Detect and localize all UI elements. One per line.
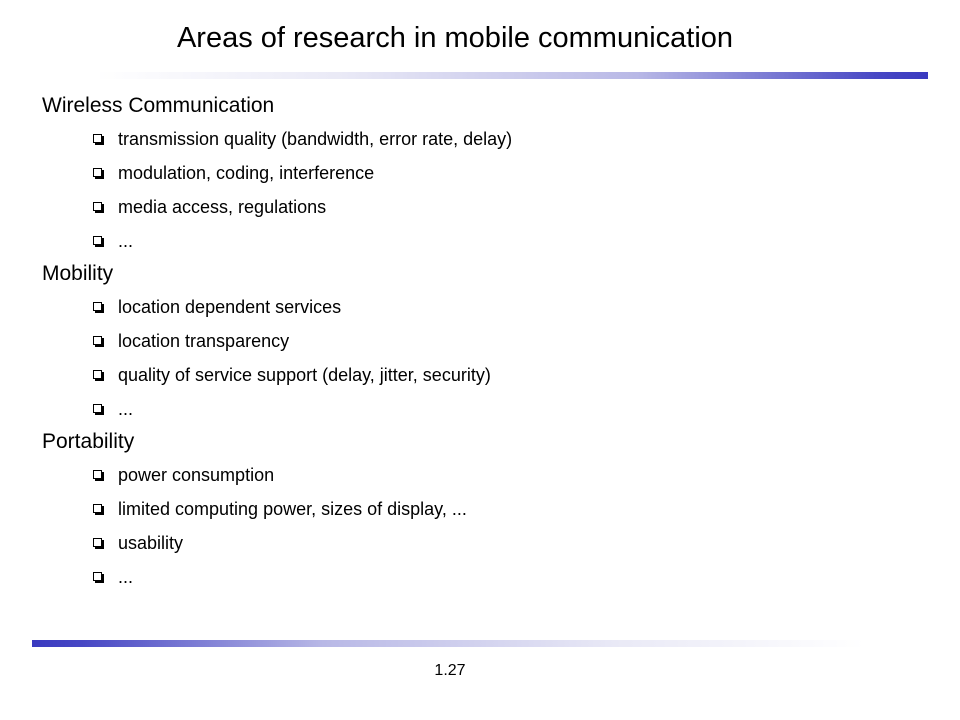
hollow-square-icon (93, 302, 102, 311)
list-item (42, 224, 922, 258)
slide-title: Areas of research in mobile communication (176, 22, 734, 54)
hollow-square-icon (93, 538, 102, 547)
hollow-square-icon (93, 404, 102, 413)
hollow-square-icon (93, 504, 102, 513)
list-item-text: quality of service support (delay, jitter, security) (118, 365, 491, 385)
hollow-square-icon (93, 134, 102, 143)
hollow-square-icon (93, 370, 102, 379)
hollow-square-icon (93, 572, 102, 581)
list-item (42, 526, 922, 560)
list-item (42, 156, 922, 190)
footer-divider (32, 640, 864, 647)
section-heading: Portability (42, 430, 135, 453)
page-number: 1.27 (434, 662, 466, 679)
section-portability (42, 426, 922, 594)
list-item-text: ... (118, 567, 134, 587)
hollow-square-icon (93, 470, 102, 479)
list-item-text: limited computing power, sizes of display, ... (118, 499, 467, 519)
hollow-square-icon (93, 336, 102, 345)
section-heading: Mobility (42, 262, 114, 285)
list-item-text: power consumption (118, 465, 275, 485)
list-item-text: media access, regulations (118, 197, 327, 217)
section-mobility (42, 258, 922, 426)
list-item (42, 392, 922, 426)
list-item (42, 190, 922, 224)
list-item-text: usability (118, 533, 184, 553)
list-item-text: modulation, coding, interference (118, 163, 375, 183)
list-item-text: transmission quality (bandwidth, error rate, delay) (118, 129, 513, 149)
list-item (42, 290, 922, 324)
list-item-text: location dependent services (118, 297, 342, 317)
list-item (42, 324, 922, 358)
list-item-text: ... (118, 231, 134, 251)
bullet-list (42, 122, 922, 258)
bullet-list (42, 290, 922, 426)
list-item (42, 458, 922, 492)
section-heading: Wireless Communication (42, 94, 275, 117)
section-wireless-communication (42, 90, 922, 258)
list-item (42, 492, 922, 526)
title-divider (96, 72, 928, 79)
list-item-text: location transparency (118, 331, 290, 351)
list-item (42, 358, 922, 392)
slide-content (42, 90, 922, 594)
list-item (42, 560, 922, 594)
hollow-square-icon (93, 202, 102, 211)
list-item (42, 122, 922, 156)
list-item-text: ... (118, 399, 134, 419)
bullet-list (42, 458, 922, 594)
hollow-square-icon (93, 236, 102, 245)
hollow-square-icon (93, 168, 102, 177)
